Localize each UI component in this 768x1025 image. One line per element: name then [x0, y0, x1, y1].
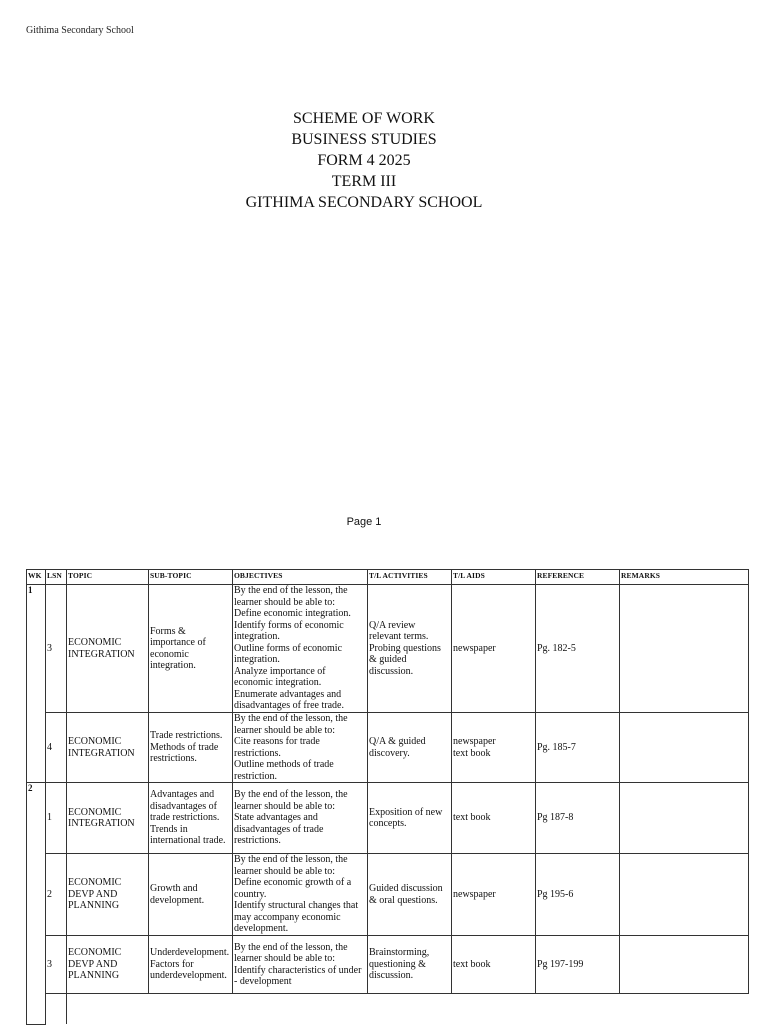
table-row-continuation — [27, 994, 749, 1025]
table-header-row — [27, 570, 749, 585]
subtopic-cell: Growth and development. — [149, 854, 233, 936]
topic-cell: ECONOMIC INTEGRATION — [67, 585, 149, 713]
reference-cell: Pg 187-8 — [536, 783, 620, 854]
activities-cell: Q/A review relevant terms. Probing questions & guided discussion. — [368, 585, 452, 713]
topic-cell: ECONOMIC DEVP AND PLANNING — [67, 854, 149, 936]
activities-cell: Brainstorming, questioning & discussion. — [368, 936, 452, 994]
reference-cell: Pg. 185-7 — [536, 713, 620, 783]
title-line: TERM III — [331, 173, 397, 190]
objectives-cell: By the end of the lesson, the learner should be able to: Cite reasons for trade restrictions. Outline methods of trade restriction. — [233, 713, 368, 783]
table-row — [27, 783, 749, 854]
subtopic-cell: Advantages and disadvantages of trade restrictions. Trends in international trade. — [149, 783, 233, 854]
table-row — [27, 854, 749, 936]
topic-cell: ECONOMIC DEVP AND PLANNING — [67, 936, 149, 994]
aids-cell: text book — [452, 783, 536, 854]
remarks-cell — [620, 713, 749, 783]
lesson-cell: 1 — [46, 783, 67, 854]
reference-cell: Pg 197-199 — [536, 936, 620, 994]
lesson-cell: 3 — [46, 585, 67, 713]
week-cell: 2 — [27, 783, 46, 1025]
col-header-objectives: OBJECTIVES — [233, 570, 368, 585]
topic-cell: ECONOMIC INTEGRATION — [67, 783, 149, 854]
running-header-school: Githima Secondary School — [26, 25, 134, 36]
title-line: BUSINESS STUDIES — [291, 131, 437, 148]
table-row — [27, 585, 749, 713]
topic-cell: ECONOMIC INTEGRATION — [67, 713, 149, 783]
col-header-wk: WK — [27, 570, 46, 585]
aids-cell: newspaper text book — [452, 713, 536, 783]
title-line: FORM 4 2025 — [317, 152, 411, 169]
page-number-label: Page 1 — [346, 516, 382, 528]
reference-cell: Pg 195-6 — [536, 854, 620, 936]
col-header-activities: T/L ACTIVITIES — [368, 570, 452, 585]
remarks-cell — [620, 936, 749, 994]
col-header-reference: REFERENCE — [536, 570, 620, 585]
aids-cell: newspaper — [452, 854, 536, 936]
objectives-cell: By the end of the lesson, the learner should be able to: Define economic growth of a country. Identify structural changes that may accompany economic development. — [233, 854, 368, 936]
title-line: SCHEME OF WORK — [293, 110, 435, 127]
col-header-topic: TOPIC — [67, 570, 149, 585]
table-row — [27, 936, 749, 994]
subtopic-cell: Forms & importance of economic integration. — [149, 585, 233, 713]
aids-cell: text book — [452, 936, 536, 994]
activities-cell: Exposition of new concepts. — [368, 783, 452, 854]
col-header-subtopic: SUB-TOPIC — [149, 570, 233, 585]
aids-cell: newspaper — [452, 585, 536, 713]
col-header-remarks: REMARKS — [620, 570, 749, 585]
scheme-of-work-table — [26, 569, 749, 1025]
title-line: GITHIMA SECONDARY SCHOOL — [245, 194, 483, 211]
lesson-cell: 2 — [46, 854, 67, 936]
table-row — [27, 713, 749, 783]
subtopic-cell: Underdevelopment. Factors for underdevelopment. — [149, 936, 233, 994]
empty-cell — [67, 994, 749, 1025]
remarks-cell — [620, 783, 749, 854]
lesson-cell: 3 — [46, 936, 67, 994]
objectives-cell: By the end of the lesson, the learner should be able to: Identify characteristics of under - development — [233, 936, 368, 994]
subtopic-cell: Trade restrictions. Methods of trade restrictions. — [149, 713, 233, 783]
objectives-cell: By the end of the lesson, the learner should be able to: Define economic integration. Identify forms of economic integration. Outline forms of economic integration. Analyze importance of economic integration. Enumerate advantages and disadvantages of free trade. — [233, 585, 368, 713]
col-header-lsn: LSN — [46, 570, 67, 585]
col-header-aids: T/L AIDS — [452, 570, 536, 585]
empty-cell — [46, 994, 67, 1025]
document-title — [0, 108, 728, 213]
activities-cell: Guided discussion & oral questions. — [368, 854, 452, 936]
objectives-cell: By the end of the lesson, the learner should be able to: State advantages and disadvantages of trade restrictions. — [233, 783, 368, 854]
activities-cell: Q/A & guided discovery. — [368, 713, 452, 783]
week-cell: 1 — [27, 585, 46, 783]
remarks-cell — [620, 585, 749, 713]
remarks-cell — [620, 854, 749, 936]
reference-cell: Pg. 182-5 — [536, 585, 620, 713]
lesson-cell: 4 — [46, 713, 67, 783]
